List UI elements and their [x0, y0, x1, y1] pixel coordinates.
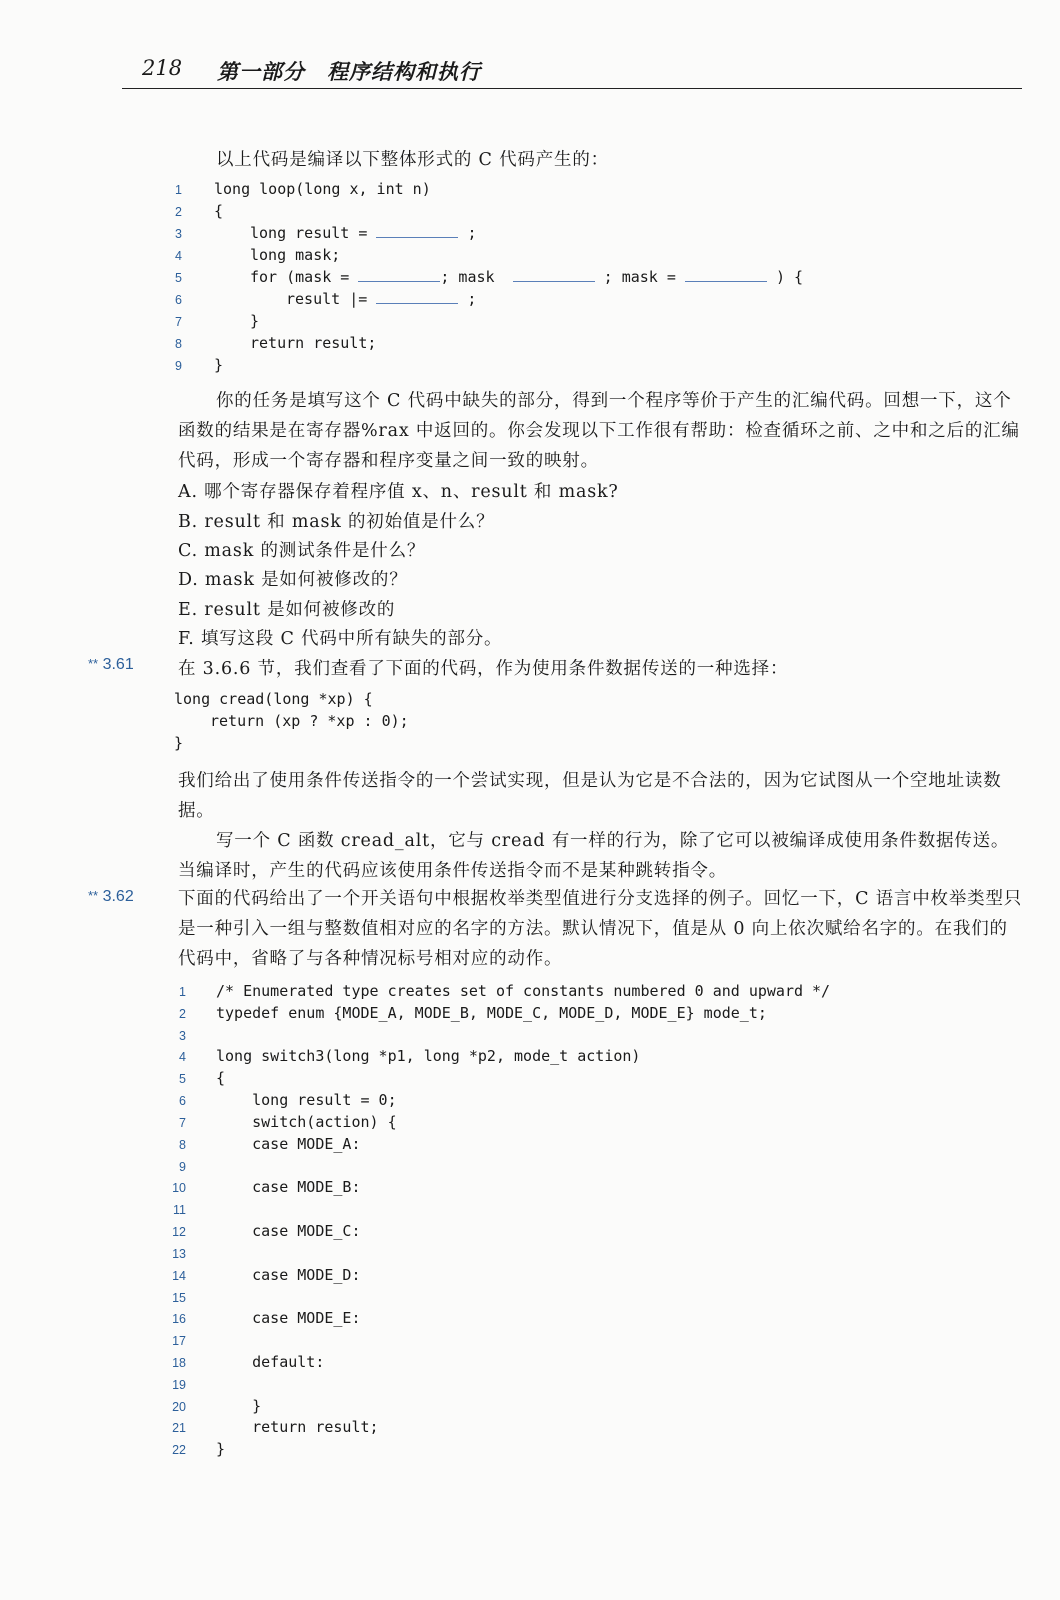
blank-line: [358, 269, 440, 282]
line-number: 12: [172, 1225, 186, 1239]
code-line: {: [216, 1069, 226, 1087]
line-number: 2: [175, 205, 182, 219]
chapter-title: 第一部分 程序结构和执行: [217, 59, 481, 84]
blank-line: [376, 291, 458, 304]
line-number: 11: [173, 1203, 186, 1217]
code-line: }: [214, 356, 224, 374]
code-line: for (mask = ; mask ; mask = ) {: [250, 268, 804, 286]
problem-362-text: 下面的代码给出了一个开关语句中根据枚举类型值进行分支选择的例子。回忆一下，C 语言中枚举类型只是一种引入一组与整数值相对应的名字的方法。默认情况下，值是从 0 向上依次赋给名字的。在我们的代码中，省略了与各种情况标号相对应的动作。: [178, 889, 1023, 969]
line-number: 6: [179, 1094, 186, 1108]
code-line: }: [216, 1440, 226, 1458]
code-line: }: [250, 312, 260, 330]
line-number: 7: [175, 315, 182, 329]
line-number: 6: [175, 293, 182, 307]
problem-number-362: ** 3.62: [88, 888, 134, 905]
code-line: }: [174, 734, 184, 752]
line-number: 13: [172, 1247, 186, 1261]
code-line: default:: [216, 1353, 325, 1371]
page-header: [122, 54, 1022, 89]
code-line: typedef enum {MODE_A, MODE_B, MODE_C, MODE_D, MODE_E} mode_t;: [216, 1004, 767, 1022]
code-line: long result = ;: [250, 224, 477, 242]
line-number: 9: [179, 1160, 186, 1174]
question-e: E. result 是如何被修改的: [178, 600, 396, 620]
question-d: D. mask 是如何被修改的？: [178, 570, 408, 590]
code-line: long switch3(long *p1, long *p2, mode_t action): [216, 1047, 641, 1065]
blank-line: [685, 269, 767, 282]
problem-361-text: 在 3.6.6 节，我们查看了下面的代码，作为使用条件数据传送的一种选择：: [178, 659, 789, 679]
code-line: return result;: [216, 1418, 379, 1436]
code-line: /* Enumerated type creates set of constants numbered 0 and upward */: [216, 982, 831, 1000]
problem-361-paragraph-2: 写一个 C 函数 cread_alt，它与 cread 有一样的行为，除了它可以被编译成使用条件数据传送。当编译时，产生的代码应该使用条件传送指令而不是某种跳转指令。: [178, 831, 1010, 881]
code-line: long result = 0;: [216, 1091, 397, 1109]
code-line: switch(action) {: [216, 1113, 397, 1131]
line-number: 16: [172, 1312, 186, 1326]
line-number: 15: [172, 1291, 186, 1305]
code-line: }: [216, 1397, 262, 1415]
code-line: case MODE_A:: [216, 1135, 361, 1153]
line-number: 21: [172, 1421, 186, 1435]
line-number: 2: [179, 1007, 186, 1021]
line-number: 19: [172, 1378, 186, 1392]
problem-number-361: ** 3.61: [88, 656, 134, 673]
line-number: 5: [175, 271, 182, 285]
code-line: long mask;: [250, 246, 341, 264]
line-number: 1: [179, 985, 186, 999]
line-number: 20: [172, 1400, 186, 1414]
line-number: 5: [179, 1072, 186, 1086]
line-number: 17: [172, 1334, 186, 1348]
code-line: case MODE_D:: [216, 1266, 361, 1284]
code-line: long cread(long *xp) {: [174, 690, 373, 708]
line-number: 22: [172, 1443, 186, 1457]
line-number: 8: [175, 337, 182, 351]
code-line: case MODE_B:: [216, 1178, 361, 1196]
line-number: 4: [175, 249, 182, 263]
code-line: result |= ;: [286, 290, 477, 308]
problem-361-paragraph-1: 我们给出了使用条件传送指令的一个尝试实现，但是认为它是不合法的，因为它试图从一个空地址读数据。: [178, 771, 1002, 821]
code-line: case MODE_E:: [216, 1309, 361, 1327]
line-number: 7: [179, 1116, 186, 1130]
question-a: A. 哪个寄存器保存着程序值 x、n、result 和 mask?: [178, 482, 619, 502]
line-number: 8: [179, 1138, 186, 1152]
line-number: 1: [175, 183, 182, 197]
code-line: return result;: [250, 334, 377, 352]
blank-line: [513, 269, 595, 282]
line-number: 9: [175, 359, 182, 373]
line-number: 10: [172, 1181, 186, 1195]
line-number: 18: [172, 1356, 186, 1370]
code-line: long loop(long x, int n): [214, 180, 431, 198]
task-paragraph: 你的任务是填写这个 C 代码中缺失的部分，得到一个程序等价于产生的汇编代码。回想一下，这个函数的结果是在寄存器%rax 中返回的。你会发现以下工作很有帮助：检查循环之前、之中和之后的汇编代码，形成一个寄存器和程序变量之间一致的映射。: [178, 391, 1020, 471]
code-line: case MODE_C:: [216, 1222, 361, 1240]
question-c: C. mask 的测试条件是什么？: [178, 541, 426, 561]
code-line: return (xp ? *xp : 0);: [210, 712, 409, 730]
line-number: 4: [179, 1050, 186, 1064]
intro-text: 以上代码是编译以下整体形式的 C 代码产生的：: [216, 150, 609, 170]
line-number: 14: [172, 1269, 186, 1283]
page-number: 218: [142, 56, 183, 80]
line-number: 3: [175, 227, 182, 241]
blank-line: [376, 225, 458, 238]
question-f: F. 填写这段 C 代码中所有缺失的部分。: [178, 629, 503, 649]
line-number: 3: [179, 1029, 186, 1043]
code-line: {: [214, 202, 224, 220]
question-b: B. result 和 mask 的初始值是什么？: [178, 512, 495, 532]
